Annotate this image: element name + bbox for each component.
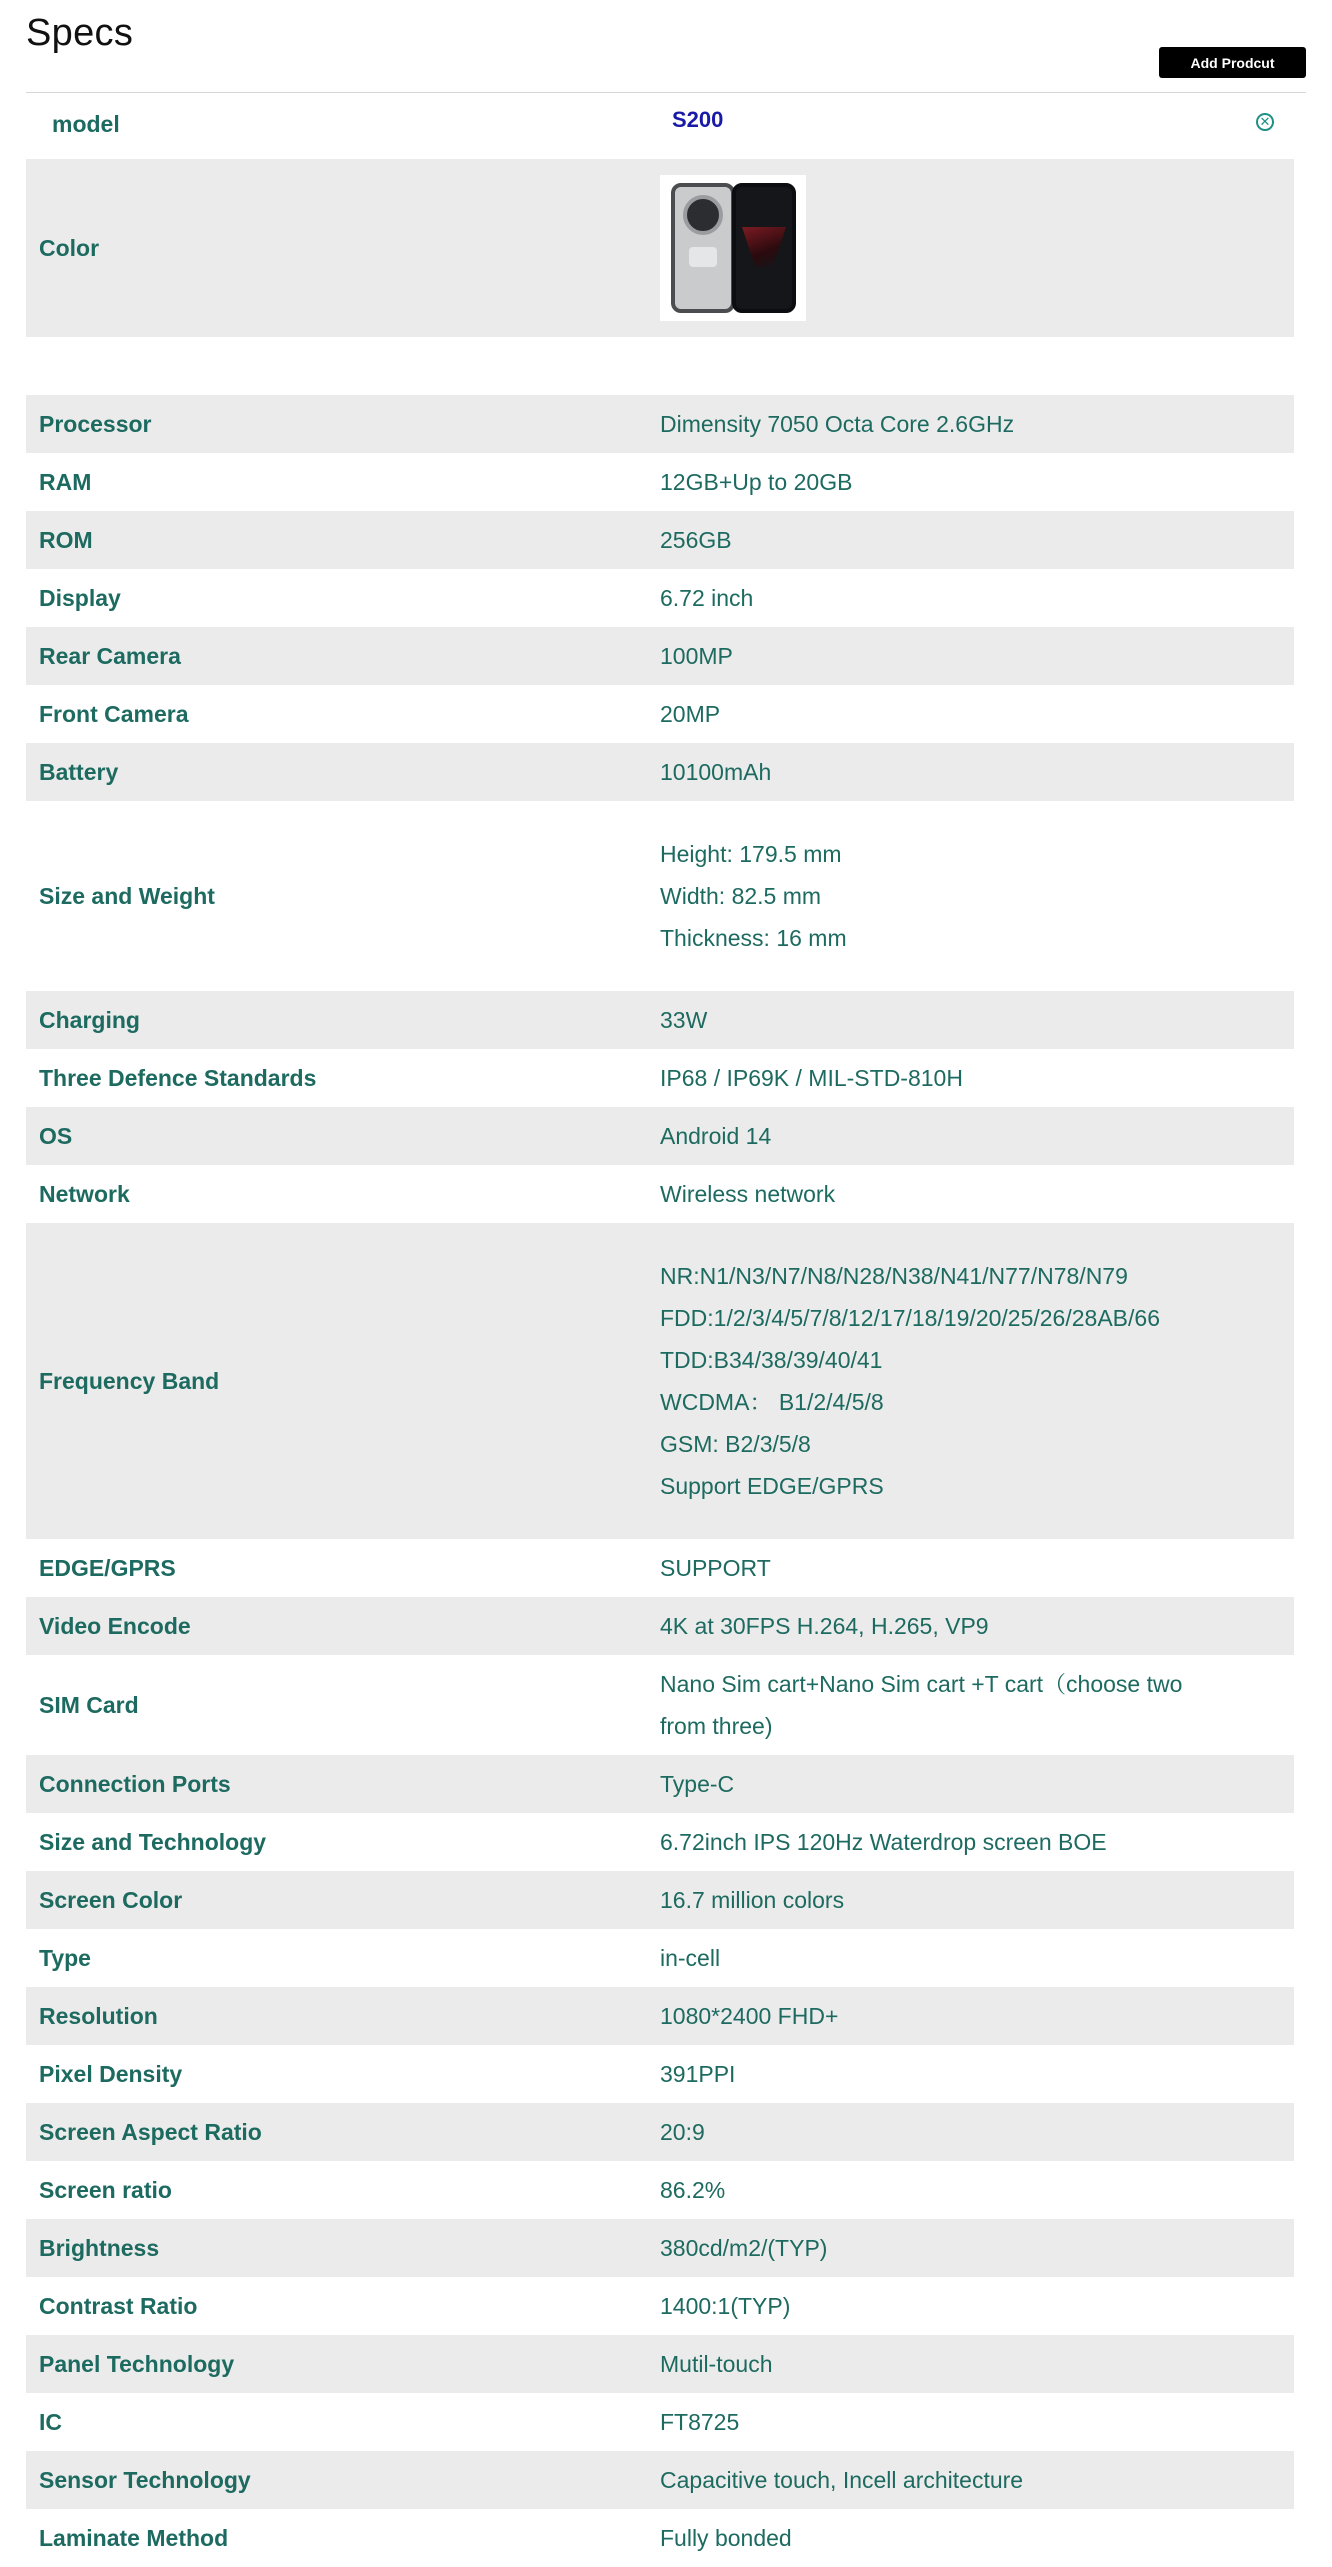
spec-value-line: 100MP [660,643,733,669]
spec-value [660,2285,1294,2327]
spec-value [660,519,1294,561]
spec-value-line: Dimensity 7050 Octa Core 2.6GHz [660,411,1015,437]
spec-row [26,1871,1294,1929]
spec-value-line: Nano Sim cart+Nano Sim cart +T cart（choose two [660,1671,1183,1697]
spec-row [26,395,1294,453]
spec-value [660,693,1294,735]
spec-value-line: 12GB+Up to 20GB [660,469,853,495]
spec-row [26,569,1294,627]
spec-label: Contrast Ratio [39,2292,198,2319]
spec-row [26,1597,1294,1655]
spec-label: Screen ratio [39,2176,172,2203]
spec-row [26,2219,1294,2277]
spec-row [26,743,1294,801]
spec-label: Frequency Band [39,1367,220,1394]
spec-value-line: 6.72inch IPS 120Hz Waterdrop screen BOE [660,1829,1107,1855]
spec-row [26,2045,1294,2103]
spec-value-line: IP68 / IP69K / MIL-STD-810H [660,1065,963,1091]
add-product-button[interactable]: Add Prodcut [1159,47,1306,78]
spec-value [660,1821,1294,1863]
spec-label: Panel Technology [39,2350,235,2377]
spec-row [26,627,1294,685]
spec-value-line: Capacitive touch, Incell architecture [660,2467,1024,2493]
spec-value [660,751,1294,793]
spec-value-line: 20:9 [660,2119,705,2145]
spec-value-line: 380cd/m2/(TYP) [660,2235,828,2261]
spec-value [660,1605,1294,1647]
spec-row [26,511,1294,569]
model-value[interactable]: S200 [672,107,724,132]
spec-value-line: GSM: B2/3/5/8 [660,1431,811,1457]
spec-value-line: 86.2% [660,2177,726,2203]
spec-label: Screen Aspect Ratio [39,2118,262,2145]
page-title: Specs [26,12,134,54]
charging-pad-icon [689,247,717,267]
spec-row [26,1223,1294,1539]
spec-value-line: Type-C [660,1771,735,1797]
spec-label: ROM [39,526,93,553]
spec-value [660,1937,1294,1979]
spec-row [26,1987,1294,2045]
spec-label: Size and Weight [39,882,215,909]
spec-label: IC [39,2408,62,2435]
color-label: Color [39,234,100,261]
spec-value-line: in-cell [660,1945,721,1971]
spec-value [660,403,1294,445]
spec-label: Size and Technology [39,1828,267,1855]
spec-value [660,2227,1294,2269]
spec-value-line: 20MP [660,701,721,727]
spec-label: OS [39,1122,73,1149]
spec-label: Brightness [39,2234,160,2261]
spec-label: Network [39,1180,130,1207]
spec-value-line: Fully bonded [660,2525,792,2551]
spec-row [26,453,1294,511]
spec-row [26,2451,1294,2509]
spec-value-line: NR:N1/N3/N7/N8/N28/N38/N41/N77/N78/N79 [660,1263,1128,1289]
spec-value [660,1547,1294,1589]
spec-value-line: Thickness: 16 mm [660,925,847,951]
spec-value [660,461,1294,503]
spec-value-line: 1400:1(TYP) [660,2293,791,2319]
spec-label: Screen Color [39,1886,183,1913]
spec-row [26,1107,1294,1165]
spec-value [660,1057,1294,1099]
spec-value-line: FDD:1/2/3/4/5/7/8/12/17/18/19/20/25/26/28AB/66 [660,1305,1160,1331]
phone-back-image [671,183,735,313]
color-row [26,159,1294,337]
camera-icon [683,195,723,235]
spec-row [26,2161,1294,2219]
spec-value-line: 16.7 million colors [660,1887,845,1913]
spec-value-line: FT8725 [660,2409,740,2435]
spec-value-line: Support EDGE/GPRS [660,1473,884,1499]
spec-label: Resolution [39,2002,158,2029]
spec-value [660,2053,1294,2095]
spec-rows [26,395,1294,2567]
spec-row [26,2509,1294,2567]
spec-label: Connection Ports [39,1770,231,1797]
spec-value [660,2169,1294,2211]
spec-value-line: 391PPI [660,2061,736,2087]
spec-label: Type [39,1944,91,1971]
spec-value [660,833,1294,959]
spec-row [26,1539,1294,1597]
spec-value-line: 256GB [660,527,732,553]
spec-row [26,2103,1294,2161]
specs-table [26,93,1294,2567]
spec-value-line: SUPPORT [660,1555,771,1581]
spec-row [26,2277,1294,2335]
spec-label: Three Defence Standards [39,1064,317,1091]
spec-value-line: from three) [660,1713,773,1739]
spec-value-line: Height: 179.5 mm [660,841,842,867]
section-spacer [26,337,1294,395]
spec-label: EDGE/GPRS [39,1554,176,1581]
spec-label: Battery [39,758,119,785]
spec-value [660,1173,1294,1215]
spec-row [26,801,1294,991]
spec-label: SIM Card [39,1691,139,1718]
spec-value [660,999,1294,1041]
spec-row [26,1929,1294,1987]
spec-value-line: 4K at 30FPS H.264, H.265, VP9 [660,1613,989,1639]
spec-row [26,2393,1294,2451]
spec-value [660,1255,1294,1507]
spec-label: Display [39,584,121,611]
spec-label: Rear Camera [39,642,181,669]
spec-value [660,2343,1294,2385]
spec-value [660,2459,1294,2501]
wallpaper-graphic [742,227,786,267]
spec-label: RAM [39,468,92,495]
spec-value-line: 6.72 inch [660,585,754,611]
spec-value [660,577,1294,619]
spec-value-line: Wireless network [660,1181,836,1207]
spec-value-line: 33W [660,1007,708,1033]
spec-value-line: TDD:B34/38/39/40/41 [660,1347,883,1373]
spec-value [660,2111,1294,2153]
remove-model-icon[interactable]: ✕ [1256,113,1274,131]
spec-label: Charging [39,1006,140,1033]
spec-label: Laminate Method [39,2524,229,2551]
spec-label: Pixel Density [39,2060,183,2087]
spec-value [660,1115,1294,1157]
phone-color-thumbnail[interactable] [660,175,806,321]
model-row [26,93,1294,159]
spec-value-line: Mutil-touch [660,2351,773,2377]
spec-value-line: 10100mAh [660,759,772,785]
model-label: model [52,111,120,137]
spec-row [26,685,1294,743]
spec-label: Front Camera [39,700,189,727]
spec-row [26,1165,1294,1223]
spec-row [26,1655,1294,1755]
spec-label: Processor [39,410,152,437]
spec-value [660,1663,1294,1747]
spec-value [660,1879,1294,1921]
spec-value [660,635,1294,677]
spec-row [26,991,1294,1049]
spec-value [660,1763,1294,1805]
spec-label: Video Encode [39,1612,191,1639]
spec-value-line: Android 14 [660,1123,772,1149]
spec-row [26,1755,1294,1813]
spec-row [26,1049,1294,1107]
spec-value [660,2517,1294,2559]
page-header [26,0,1306,93]
spec-value [660,2401,1294,2443]
phone-front-image [732,183,796,313]
spec-row [26,1813,1294,1871]
spec-value-line: 1080*2400 FHD+ [660,2003,839,2029]
spec-value-line: WCDMA： B1/2/4/5/8 [660,1389,884,1415]
spec-label: Sensor Technology [39,2466,251,2493]
spec-value [660,1995,1294,2037]
spec-row [26,2335,1294,2393]
color-value [660,175,1294,321]
spec-value-line: Width: 82.5 mm [660,883,822,909]
